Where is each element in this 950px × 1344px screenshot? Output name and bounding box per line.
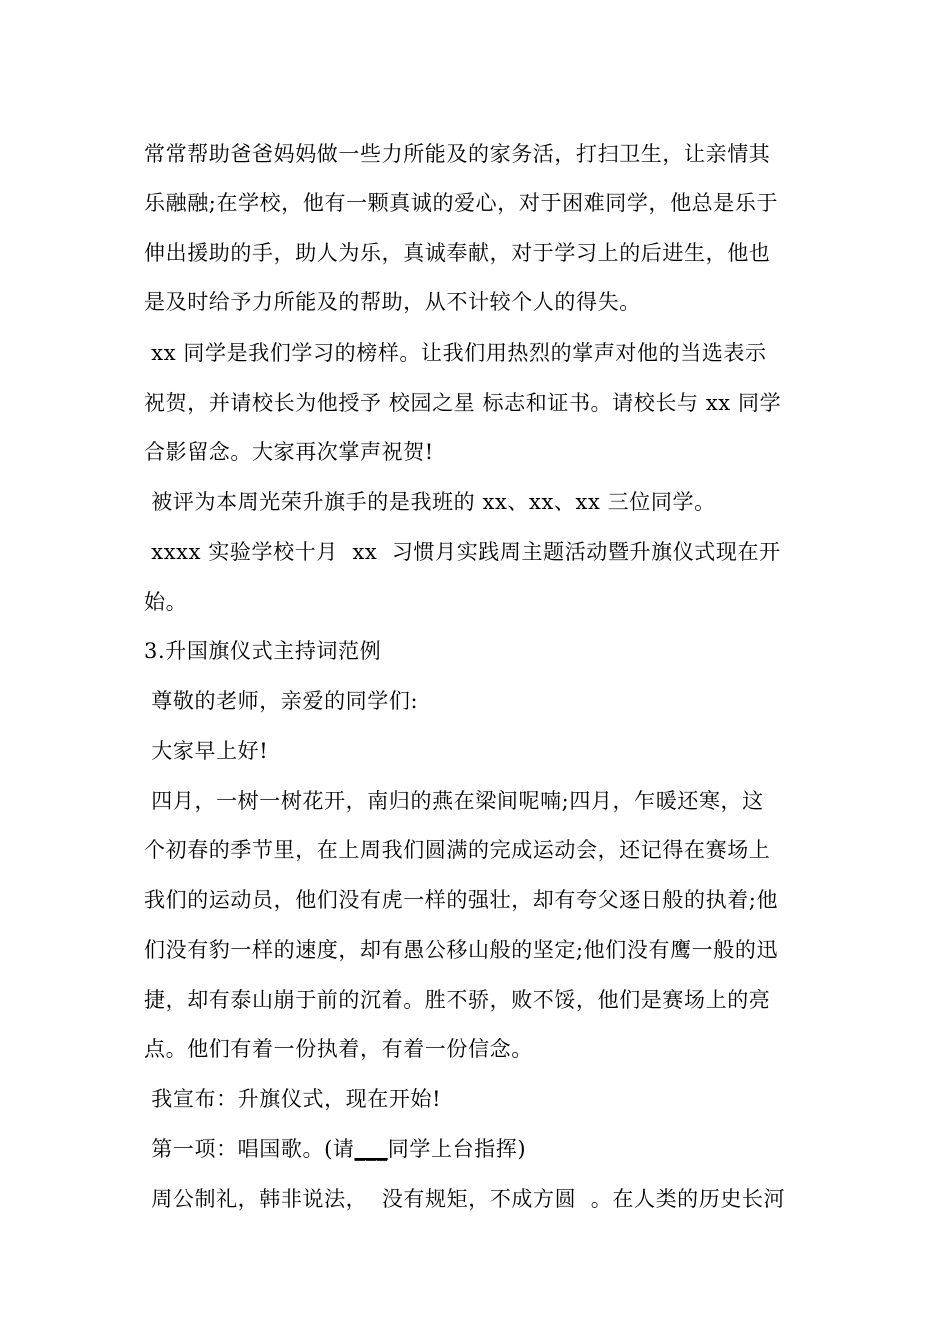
- paragraph-line: 祝贺，并请校长为他授予 校园之星 标志和证书。请校长与 xx 同学: [144, 391, 782, 415]
- paragraph-line: 点。他们有着一份执着，有着一份信念。: [144, 1037, 533, 1061]
- paragraph-line: 周公制礼，韩非说法， 没有规矩，不成方圆 。在人类的历史长河: [144, 1187, 786, 1211]
- paragraph-line: 始。: [144, 590, 188, 614]
- paragraph-line: 们没有豹一样的速度，却有愚公移山般的坚定;他们没有鹰一般的迅: [144, 938, 779, 962]
- paragraph-line: xx 同学是我们学习的榜样。让我们用热烈的掌声对他的当选表示: [144, 341, 767, 365]
- greeting-line: 大家早上好!: [144, 739, 269, 763]
- fill-in-blank: ___: [354, 1137, 388, 1161]
- paragraph-line: 乐融融;在学校，他有一颗真诚的爱心，对于困难同学，他总是乐于: [144, 191, 779, 215]
- paragraph-line: 常常帮助爸爸妈妈做一些力所能及的家务活，打扫卫生，让亲情其: [144, 142, 771, 166]
- paragraph-line: 四月，一树一树花开，南归的燕在梁间呢喃;四月，乍暖还寒，这: [144, 789, 764, 813]
- paragraph-line: 捷，却有泰山崩于前的沉着。胜不骄，败不馁，他们是赛场上的亮: [144, 988, 771, 1012]
- program-item-text: 同学上台指挥): [387, 1137, 527, 1161]
- program-item-line: [144, 1136, 814, 1162]
- announcement-line: 我宣布：升旗仪式，现在开始!: [144, 1087, 442, 1111]
- paragraph-line: 被评为本周光荣升旗手的是我班的 xx、xx、xx 三位同学。: [144, 490, 716, 514]
- paragraph-line: xxxx 实验学校十月 xx 习惯月实践周主题活动暨升旗仪式现在开: [144, 540, 781, 564]
- paragraph-line: 是及时给予力所能及的帮助，从不计较个人的得失。: [144, 290, 641, 314]
- section-heading: 3.升国旗仪式主持词范例: [144, 639, 382, 663]
- paragraph-line: 伸出援助的手，助人为乐，真诚奉献，对于学习上的后进生，他也: [144, 241, 771, 265]
- greeting-line: 尊敬的老师，亲爱的同学们:: [144, 689, 419, 713]
- paragraph-line: 个初春的季节里，在上周我们圆满的完成运动会，还记得在赛场上: [144, 838, 771, 862]
- program-item-text: 第一项：唱国歌。(请: [144, 1137, 355, 1161]
- paragraph-line: 合影留念。大家再次掌声祝贺!: [144, 440, 434, 464]
- paragraph-line: 我们的运动员，他们没有虎一样的强壮，却有夸父逐日般的执着;他: [144, 888, 779, 912]
